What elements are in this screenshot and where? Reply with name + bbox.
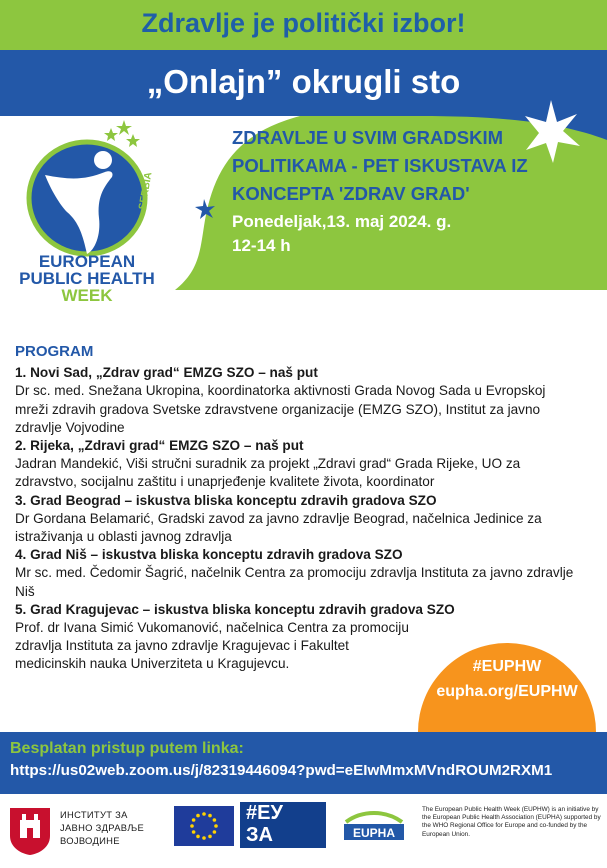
logo-country: SERBIA [137, 171, 155, 211]
institute-line: ЈАВНО ЗДРАВЉЕ [60, 822, 145, 833]
institute-name [60, 808, 144, 847]
program-item-desc: Prof. dr Ivana Simić Vukomanović, načelnica Centra za promociju zdravlja Instituta za javno zdravlje Kragujevac i Fakultet medicinskih nauka Univerziteta u Kragujevcu. [15, 620, 409, 672]
event-title [232, 124, 592, 208]
badge-url[interactable]: eupha.org/EUPHW [436, 683, 578, 700]
program-item [15, 437, 575, 492]
program-item-title: 1. Novi Sad, „Zdrav grad“ EMZG SZO – naš put [15, 365, 318, 381]
logo-line1: EUROPEAN [38, 252, 136, 271]
eu-flag-icon [174, 806, 234, 846]
eu-campaign-line: #ЕУ [246, 802, 283, 824]
event-date: Ponedeljak,13. maj 2024. g. [232, 212, 452, 231]
event-title-line: POLITIKAMA - PET ISKUSTAVA IZ [232, 155, 528, 176]
institute-line: ВОЈВОДИНЕ [60, 835, 120, 846]
access-label: Besplatan pristup putem linka: [10, 740, 244, 757]
program-item-title: 5. Grad Kragujevac – iskustva bliska konceptu zdravih gradova SZO [15, 601, 455, 617]
institute-line: ИНСТИТУТ ЗА [60, 809, 128, 820]
zoom-link[interactable]: https://us02web.zoom.us/j/82319446094?pwd=eEIwMmxMVndROUM2RXM1 [10, 762, 553, 779]
program-heading: PROGRAM [15, 343, 94, 360]
program-item [15, 546, 575, 601]
program-item-desc: Dr sc. med. Snežana Ukropina, koordinatorka aktivnosti Grada Novog Sada u Evropskoj mreži zdravih gradova Svetske zdravstvene organizacije (EMZG SZO), Institut za javno zdravlje Vojvodine [15, 383, 546, 435]
eupha-label: EUPHA [352, 826, 396, 840]
program-item-desc: Jadran Mandekić, Viši stručni suradnik za projekt „Zdravi grad“ Grada Rijeke, UO za zdravstvo, socijalnu zaštitu i unaprjeđenje kvalitete života, koordinator [15, 456, 521, 490]
program-item-title: 3. Grad Beograd – iskustva bliska konceptu zdravih gradova SZO [15, 492, 437, 508]
program-item-title: 2. Rijeka, „Zdravi grad“ EMZG SZO – naš put [15, 438, 304, 454]
program-item [15, 364, 575, 437]
disclaimer-text: The European Public Health Week (EUPHW) is an initiative by the European Public Health Association (EUPHA) supported by the WHO Regional Office for Europe and co-funded by the European Union. [422, 806, 601, 838]
logo-stars-icon [104, 120, 140, 147]
event-type-heading: „Onlajn” okrugli sto [146, 63, 461, 100]
eu-campaign-line: ЗА ТЕБЕ [246, 824, 300, 868]
program-item-desc: Dr Gordana Belamarić, Gradski zavod za javno zdravlje Beograd, načelnica Jedinice za istraživanja u oblasti javnog zdravlja [15, 510, 542, 545]
event-time: 12-14 h [232, 236, 291, 255]
eu-campaign-logo [240, 802, 326, 868]
program-item-title: 4. Grad Niš – iskustva bliska konceptu zdravih gradova SZO [15, 547, 403, 563]
badge-hashtag: #EUPHW [472, 658, 542, 675]
eupha-logo [342, 808, 406, 842]
city-crest-icon [8, 806, 52, 856]
slogan-heading: Zdravlje je politički izbor! [141, 8, 466, 38]
event-title-line: ZDRAVLJE U SVIM GRADSKIM [232, 127, 504, 148]
program-item-desc: Mr sc. med. Čedomir Šagrić, načelnik Centra za promociju zdravlja Instituta za javno zdravlje Niš [15, 565, 574, 599]
event-title-line: KONCEPTA 'ZDRAV GRAD' [232, 183, 470, 204]
program-item [15, 492, 575, 547]
program-section [15, 343, 575, 674]
logo-line2: PUBLIC HEALTH [19, 269, 155, 288]
euphw-logo [15, 120, 180, 305]
logo-line3: WEEK [61, 286, 113, 305]
